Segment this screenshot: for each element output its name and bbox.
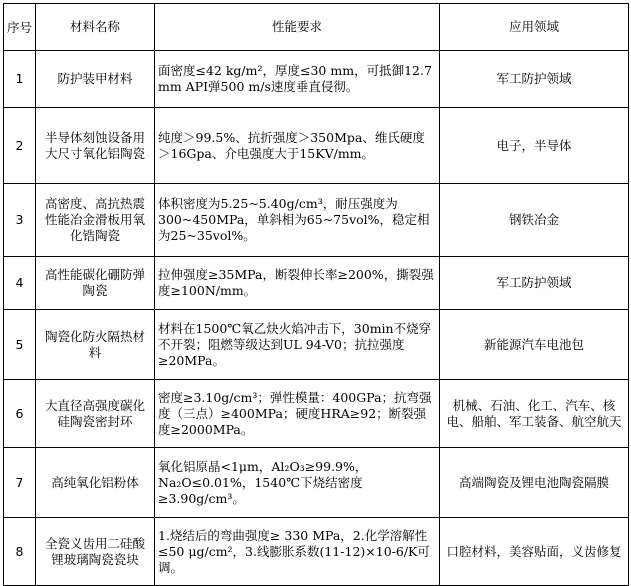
table-row (4, 448, 629, 518)
row-no: 5 (4, 310, 36, 380)
table-row (4, 184, 629, 257)
row-no: 8 (4, 518, 36, 586)
row-application: 口腔材料，美容贴面，义齿修复 (440, 518, 629, 586)
row-application: 机械、石油、化工、汽车、核电、船舶、军工装备、航空航天 (440, 380, 629, 448)
header-performance: 性能要求 (155, 4, 440, 51)
row-application: 新能源汽车电池包 (440, 310, 629, 380)
row-application: 钢铁冶金 (440, 184, 629, 257)
table-row (4, 257, 629, 310)
row-application: 军工防护领域 (440, 257, 629, 310)
row-no: 1 (4, 51, 36, 108)
table-row (4, 518, 629, 586)
materials-table (3, 3, 629, 586)
table-row (4, 380, 629, 448)
row-name: 高性能碳化硼防弹陶瓷 (36, 257, 155, 310)
table-header-row (4, 4, 629, 51)
materials-table-container (3, 3, 628, 586)
header-name: 材料名称 (36, 4, 155, 51)
row-no: 6 (4, 380, 36, 448)
row-name: 大直径高强度碳化硅陶瓷密封环 (36, 380, 155, 448)
table-row (4, 108, 629, 184)
row-performance: 体积密度为5.25~5.40g/cm³，耐压强度为300~450MPa，单斜相为65~75vol%，稳定相为25~35vol%。 (155, 184, 440, 257)
row-performance: 拉伸强度≥35MPa，断裂伸长率≥200%，撕裂强度≥100N/mm。 (155, 257, 440, 310)
row-application: 高端陶瓷及锂电池陶瓷隔膜 (440, 448, 629, 518)
row-application: 电子，半导体 (440, 108, 629, 184)
row-name: 陶瓷化防火隔热材料 (36, 310, 155, 380)
row-performance: 材料在1500℃氧乙炔火焰冲击下，30min不烧穿不开裂；阻燃等级达到UL 94-V0；抗拉强度≥20MPa。 (155, 310, 440, 380)
header-application: 应用领域 (440, 4, 629, 51)
row-no: 2 (4, 108, 36, 184)
row-performance: 密度≥3.10g/cm³；弹性模量：400GPa；抗弯强度（三点）≥400MPa；硬度HRA≥92；断裂强度≥2000MPa。 (155, 380, 440, 448)
table-row (4, 310, 629, 380)
row-performance: 1.烧结后的弯曲强度≥ 330 MPa，2.化学溶解性≤50 μg/cm²，3.线膨胀系数(11-12)×10-6/K可调。 (155, 518, 440, 586)
row-no: 4 (4, 257, 36, 310)
row-name: 高纯氧化铝粉体 (36, 448, 155, 518)
row-name: 防护装甲材料 (36, 51, 155, 108)
row-name: 全瓷义齿用二硅酸锂玻璃陶瓷瓷块 (36, 518, 155, 586)
row-performance: 纯度＞99.5%、抗折强度＞350Mpa、维氏硬度＞16Gpa、介电强度大于15KV/mm。 (155, 108, 440, 184)
row-performance: 面密度≤42 kg/m²，厚度≤30 mm，可抵御12.7 mm API弹500 m/s速度垂直侵彻。 (155, 51, 440, 108)
table-row (4, 51, 629, 108)
row-no: 7 (4, 448, 36, 518)
row-no: 3 (4, 184, 36, 257)
header-no: 序号 (4, 4, 36, 51)
row-performance: 氧化铝原晶<1μm，Al₂O₃≥99.9%，Na₂O≤0.01%，1540℃下烧结密度≥3.90g/cm³。 (155, 448, 440, 518)
row-name: 高密度、高抗热震性能冶金滑板用氧化锆陶瓷 (36, 184, 155, 257)
row-name: 半导体刻蚀设备用大尺寸氧化铝陶瓷 (36, 108, 155, 184)
row-application: 军工防护领域 (440, 51, 629, 108)
